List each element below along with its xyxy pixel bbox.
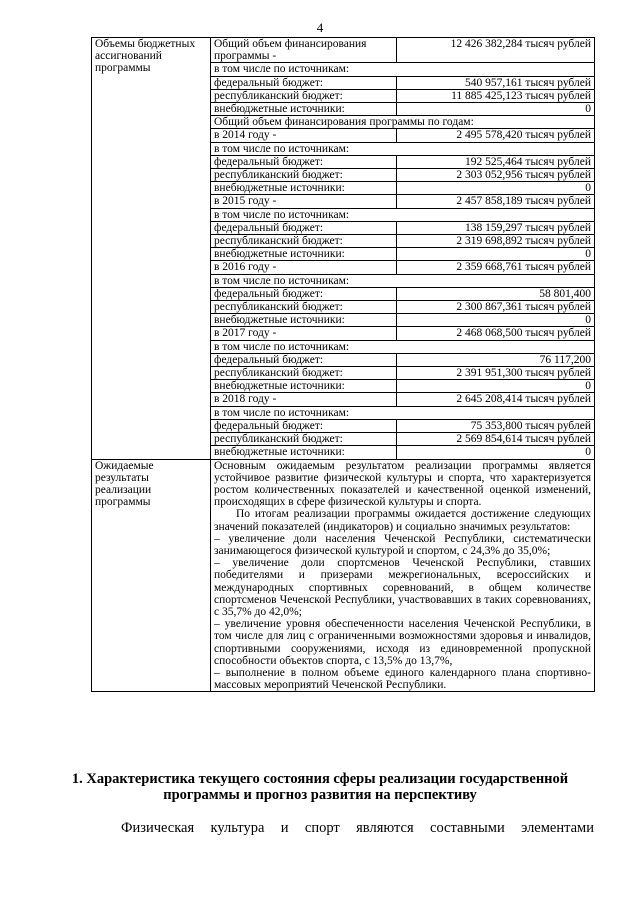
total-source-value: 540 957,161 тысяч рублей: [397, 76, 595, 89]
program-passport-table: [91, 37, 595, 692]
year-source-value: 0: [397, 380, 595, 393]
results-paragraph: По итогам реализации программы ожидается достижение следующих значений показателей (индикаторов) и социально значимых результатов:: [214, 508, 591, 533]
funding-section-label: Объемы бюджетных ассигнований программы: [92, 38, 211, 460]
year-source-value: 2 319 698,892 тысяч рублей: [397, 235, 595, 248]
year-sources-heading: в том числе по источникам:: [211, 142, 595, 155]
year-source-value: 2 303 052,956 тысяч рублей: [397, 169, 595, 182]
year-source-label: внебюджетные источники:: [211, 314, 397, 327]
year-source-value: 0: [397, 182, 595, 195]
sources-heading: в том числе по источникам:: [211, 63, 595, 76]
year-funding-value: 2 645 208,414 тысяч рублей: [397, 393, 595, 406]
year-source-value: 2 569 854,614 тысяч рублей: [397, 433, 595, 446]
year-sources-heading: в том числе по источникам:: [211, 406, 595, 419]
body-text: Физическая культура и спорт являются составными элементами: [121, 820, 594, 836]
results-paragraph: – выполнение в полном объеме единого календарного плана спортивно-массовых мероприятий Чеченской Республики.: [214, 666, 591, 692]
total-source-value: 11 885 425,123 тысяч рублей: [397, 89, 595, 102]
total-source-label: внебюджетные источники:: [211, 103, 397, 116]
total-funding-row: [92, 38, 595, 63]
section-heading: 1. Характеристика текущего состояния сферы реализации государственной программы и прогноз развития на перспективу: [71, 771, 569, 803]
year-source-label: федеральный бюджет:: [211, 353, 397, 366]
year-sources-heading: в том числе по источникам:: [211, 340, 595, 353]
results-row: [92, 459, 595, 692]
year-funding-label: в 2015 году -: [211, 195, 397, 208]
total-source-label: федеральный бюджет:: [211, 76, 397, 89]
year-source-label: республиканский бюджет:: [211, 235, 397, 248]
page-number: 4: [316, 20, 324, 35]
year-source-value: 76 117,200: [397, 353, 595, 366]
year-source-value: 58 801,400: [397, 287, 595, 300]
year-source-label: внебюджетные источники:: [211, 380, 397, 393]
year-funding-value: 2 468 068,500 тысяч рублей: [397, 327, 595, 340]
year-source-value: 0: [397, 314, 595, 327]
year-source-value: 192 525,464 тысяч рублей: [397, 155, 595, 168]
total-source-value: 0: [397, 103, 595, 116]
results-text-cell: [211, 459, 595, 692]
year-source-value: 75 353,800 тысяч рублей: [397, 419, 595, 432]
year-source-value: 138 159,297 тысяч рублей: [397, 221, 595, 234]
results-paragraph: Основным ожидаемым результатом реализации программы является устойчивое развитие физической культуры и спорта, что характеризуется ростом количественных показателей и качественной оценкой изменений, происходящих в сфере физической культуры и спорта.: [214, 459, 591, 509]
year-source-value: 0: [397, 248, 595, 261]
year-source-label: внебюджетные источники:: [211, 182, 397, 195]
total-funding-value: 12 426 382,284 тысяч рублей: [397, 38, 595, 63]
year-source-value: 2 391 951,300 тысяч рублей: [397, 367, 595, 380]
year-funding-label: в 2016 году -: [211, 261, 397, 274]
year-funding-label: в 2017 году -: [211, 327, 397, 340]
year-source-label: федеральный бюджет:: [211, 419, 397, 432]
year-funding-label: в 2018 году -: [211, 393, 397, 406]
year-funding-value: 2 457 858,189 тысяч рублей: [397, 195, 595, 208]
year-source-label: внебюджетные источники:: [211, 446, 397, 459]
year-source-label: внебюджетные источники:: [211, 248, 397, 261]
year-funding-value: 2 359 668,761 тысяч рублей: [397, 261, 595, 274]
year-sources-heading: в том числе по источникам:: [211, 208, 595, 221]
total-funding-label: Общий объем финансирования программы -: [211, 38, 397, 63]
year-source-label: федеральный бюджет:: [211, 287, 397, 300]
results-section-label: Ожидаемые результаты реализации программы: [92, 459, 211, 692]
results-paragraph: – увеличение доли спортсменов Чеченской Республики, ставших победителями и призерами межрегиональных, всероссийских и международных спортивных соревнований, в общем количестве спортсменов Чеченской Республики, участвовавших в таких соревнованиях, с 35,7% до 42,0%;: [214, 557, 591, 618]
year-sources-heading: в том числе по источникам:: [211, 274, 595, 287]
year-funding-label: в 2014 году -: [211, 129, 397, 142]
year-source-value: 0: [397, 446, 595, 459]
year-source-label: федеральный бюджет:: [211, 221, 397, 234]
year-source-label: республиканский бюджет:: [211, 169, 397, 182]
by-year-heading: Общий объем финансирования программы по годам:: [211, 116, 595, 129]
year-source-label: республиканский бюджет:: [211, 433, 397, 446]
results-paragraph: – увеличение уровня обеспеченности населения Чеченской Республики, в том числе для лиц с ограниченными возможностями здоровья и инвалидов, спортивными сооружениями, исходя из единовременной пропускной способности объектов спорта, с 13,5% до 13,7%,: [214, 618, 591, 667]
year-funding-value: 2 495 578,420 тысяч рублей: [397, 129, 595, 142]
total-source-label: республиканский бюджет:: [211, 89, 397, 102]
year-source-label: республиканский бюджет:: [211, 367, 397, 380]
year-source-label: республиканский бюджет:: [211, 301, 397, 314]
year-source-value: 2 300 867,361 тысяч рублей: [397, 301, 595, 314]
year-source-label: федеральный бюджет:: [211, 155, 397, 168]
results-paragraph: – увеличение доли населения Чеченской Республики, систематически занимающегося физической культурой и спортом, с 24,3% до 35,0%;: [214, 532, 591, 557]
